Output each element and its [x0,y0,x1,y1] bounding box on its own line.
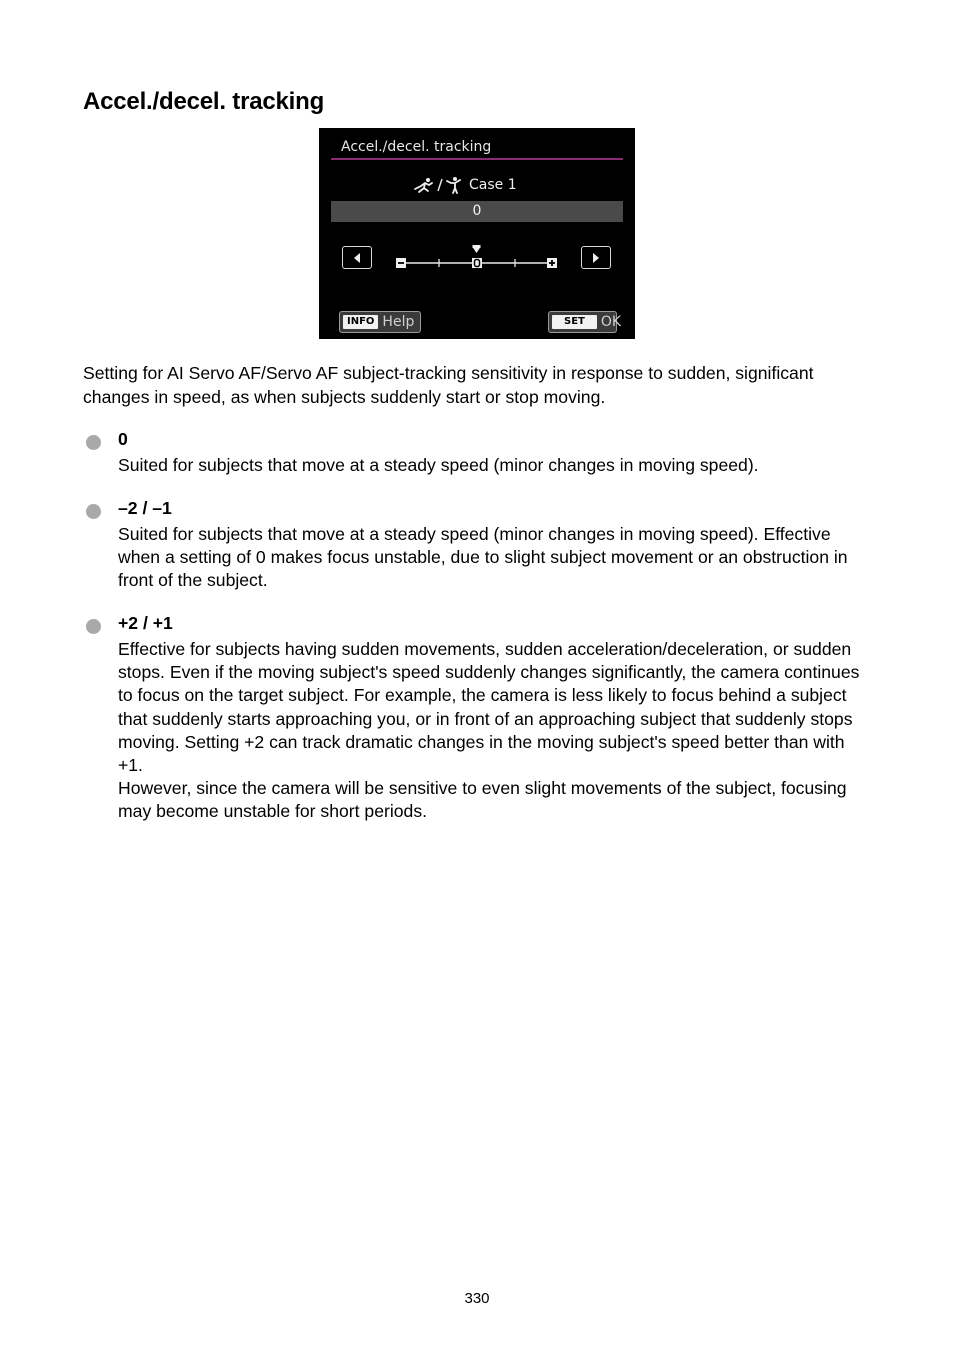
plus-icon [547,258,557,268]
camera-screen [319,128,635,339]
item-text: However, since the camera will be sensitive to even slight movements of the subject, focusing may become unstable for short periods. [118,778,847,822]
slider-zero-mark [472,258,482,268]
left-arrow-icon [353,248,361,267]
bullet-icon [86,619,101,634]
item-heading: 0 [118,429,128,449]
help-label: Help [382,314,415,330]
ok-button[interactable] [548,311,622,333]
item-heading: +2 / +1 [118,613,173,633]
ok-label: OK [600,314,622,330]
item-description [118,523,873,593]
page-title: Accel./decel. tracking [83,88,325,115]
increase-button[interactable] [581,246,611,269]
item-text: Suited for subjects that move at a steady speed (minor changes in moving speed). Effective when a setting of 0 makes focus unstable, due to slight subject movement or an obstruction in front of the subject. [118,524,848,591]
item-text: Effective for subjects having sudden movements, sudden acceleration/deceleration, or sudden stops. Even if the moving subject's speed suddenly changes significantly, the camera continues to focus on the target subject. For example, the camera is less likely to focus behind a subject that suddenly starts approaching you, or in front of an approaching subject that suddenly stops moving. Setting +2 can track dramatic changes in the moving subject's speed better than with +1. [118,639,860,776]
screen-title: Accel./decel. tracking [341,139,492,155]
screen-divider [331,158,623,160]
slider-marker-icon [473,245,481,253]
right-arrow-icon [592,248,600,267]
bullet-icon [86,435,101,450]
subject-movement-icon [413,176,465,194]
minus-icon [396,258,406,268]
tracking-slider[interactable] [395,243,561,273]
bullet-icon [86,504,101,519]
intro-paragraph: Setting for AI Servo AF/Servo AF subject-tracking sensitivity in response to sudden, significant changes in speed, as when subjects suddenly start or stop moving. [83,363,814,407]
item-description [118,454,873,477]
item-description [118,638,873,824]
current-value: 0 [472,203,482,219]
item-heading: –2 / –1 [118,498,172,518]
decrease-button[interactable] [342,246,372,269]
info-key: INFO [343,315,378,329]
case-row [413,176,517,194]
help-button[interactable] [339,311,421,333]
page-number: 330 [464,1290,490,1307]
item-text: Suited for subjects that move at a steady speed (minor changes in moving speed). [118,455,759,475]
set-key: SET [552,315,597,329]
case-label: Case 1 [469,177,517,193]
value-bar [331,201,623,222]
